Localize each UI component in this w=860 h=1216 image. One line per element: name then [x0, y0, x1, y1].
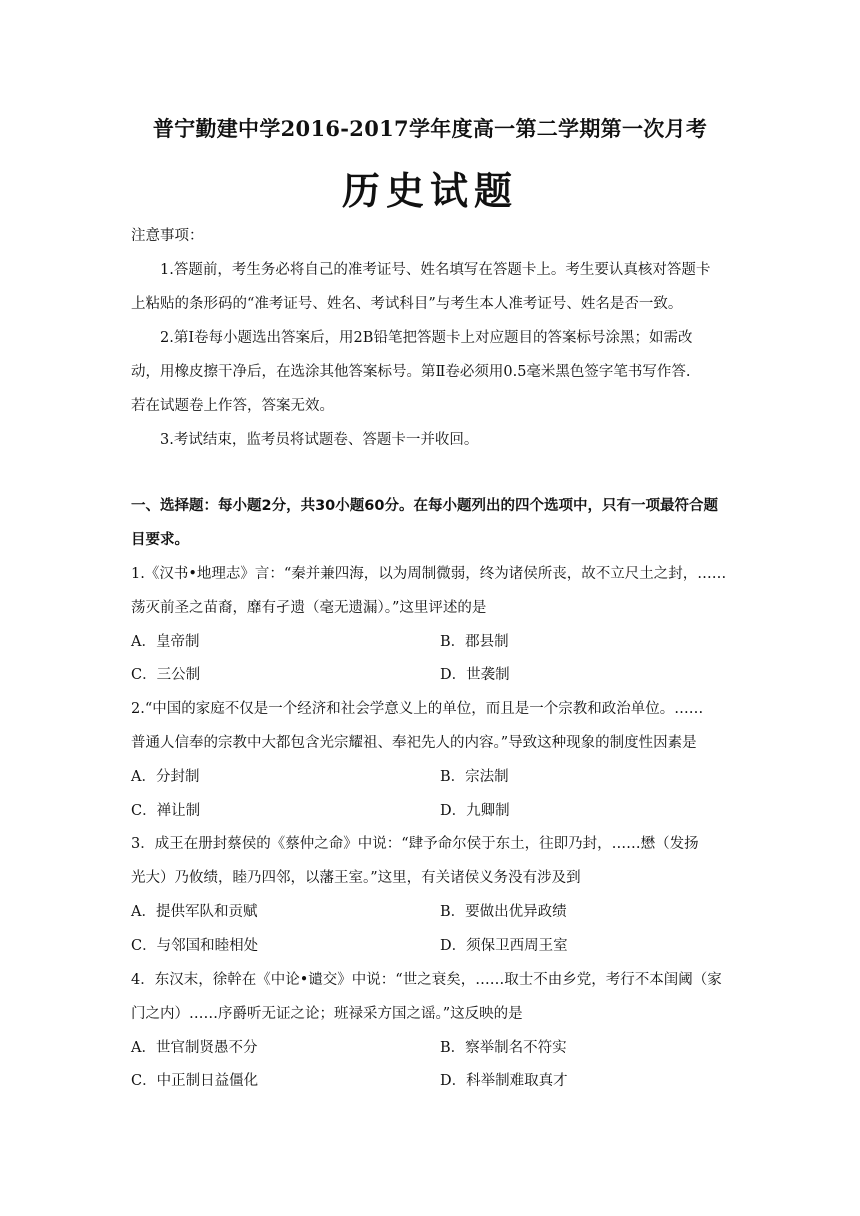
option-d: D．须保卫西周王室: [440, 938, 568, 954]
notice-heading: 注意事项：: [131, 228, 204, 244]
question-stem: 门之内）……序爵听无证之论；班禄采方国之谣。”这反映的是: [131, 1006, 523, 1022]
option-b: B．宗法制: [440, 769, 509, 785]
option-b: B．郡县制: [440, 634, 509, 650]
option-a: A．分封制: [131, 769, 200, 785]
notice-line: 2.第Ⅰ卷每小题选出答案后，用2B铅笔把答题卡上对应题目的答案标号涂黑；如需改: [160, 330, 693, 346]
notice-line: 1.答题前，考生务必将自己的准考证号、姓名填写在答题卡上。考生要认真核对答题卡: [160, 262, 711, 278]
option-a: A．提供军队和贡赋: [131, 904, 258, 920]
question-stem: 4．东汉末，徐幹在《中论•谴交》中说：“世之衰矣，……取士不由乡党，考行不本闺阈（家: [131, 972, 722, 988]
option-a: A．皇帝制: [131, 634, 200, 650]
notice-line: 3.考试结束，监考员将试题卷、答题卡一并收回。: [160, 432, 479, 448]
option-d: D．九卿制: [440, 803, 510, 819]
notice-line: 若在试题卷上作答，答案无效。: [131, 398, 334, 414]
option-d: D．科举制难取真才: [440, 1073, 568, 1089]
option-c: C．与邻国和睦相处: [131, 938, 259, 954]
question-stem: 荡灭前圣之苗裔，靡有孑遗（毫无遗漏）。”这里评述的是: [131, 600, 487, 616]
option-c: C．禅让制: [131, 803, 201, 819]
option-a: A．世官制贤愚不分: [131, 1040, 258, 1056]
question-stem: 1.《汉书•地理志》言：“秦并兼四海，以为周制微弱，终为诸侯所丧，故不立尺土之封，……: [131, 566, 727, 582]
question-stem: 光大）乃攸绩，睦乃四邻，以藩王室。”这里，有关诸侯义务没有涉及到: [131, 870, 581, 886]
exam-subject-title: 历史试题: [341, 168, 518, 213]
question-stem: 2.“中国的家庭不仅是一个经济和社会学意义上的单位，而且是一个宗教和政治单位。……: [131, 701, 704, 717]
option-b: B．察举制名不符实: [440, 1040, 567, 1056]
option-d: D．世袭制: [440, 667, 510, 683]
section-heading-cont: 目要求。: [131, 532, 189, 548]
question-stem: 3．成王在册封蔡侯的《蔡仲之命》中说：“肆予命尔侯于东土，往即乃封，……懋（发扬: [131, 836, 699, 852]
section-heading: 一、选择题：每小题2分，共30小题60分。在每小题列出的四个选项中，只有一项最符合题: [131, 498, 718, 514]
notice-line: 上粘贴的条形码的“准考证号、姓名、考试科目”与考生本人准考证号、姓名是否一致。: [131, 296, 683, 312]
option-c: C．中正制日益僵化: [131, 1073, 259, 1089]
notice-line: 动，用橡皮擦干净后，在选涂其他答案标号。第Ⅱ卷必须用0.5毫米黑色签字笔书写作答.: [131, 364, 691, 380]
question-stem: 普通人信奉的宗教中大都包含光宗耀祖、奉祀先人的内容。”导致这种现象的制度性因素是: [131, 735, 697, 751]
option-b: B．要做出优异政绩: [440, 904, 567, 920]
option-c: C．三公制: [131, 667, 201, 683]
exam-title: 普宁勤建中学2016-2017学年度高一第二学期第一次月考: [152, 116, 708, 141]
